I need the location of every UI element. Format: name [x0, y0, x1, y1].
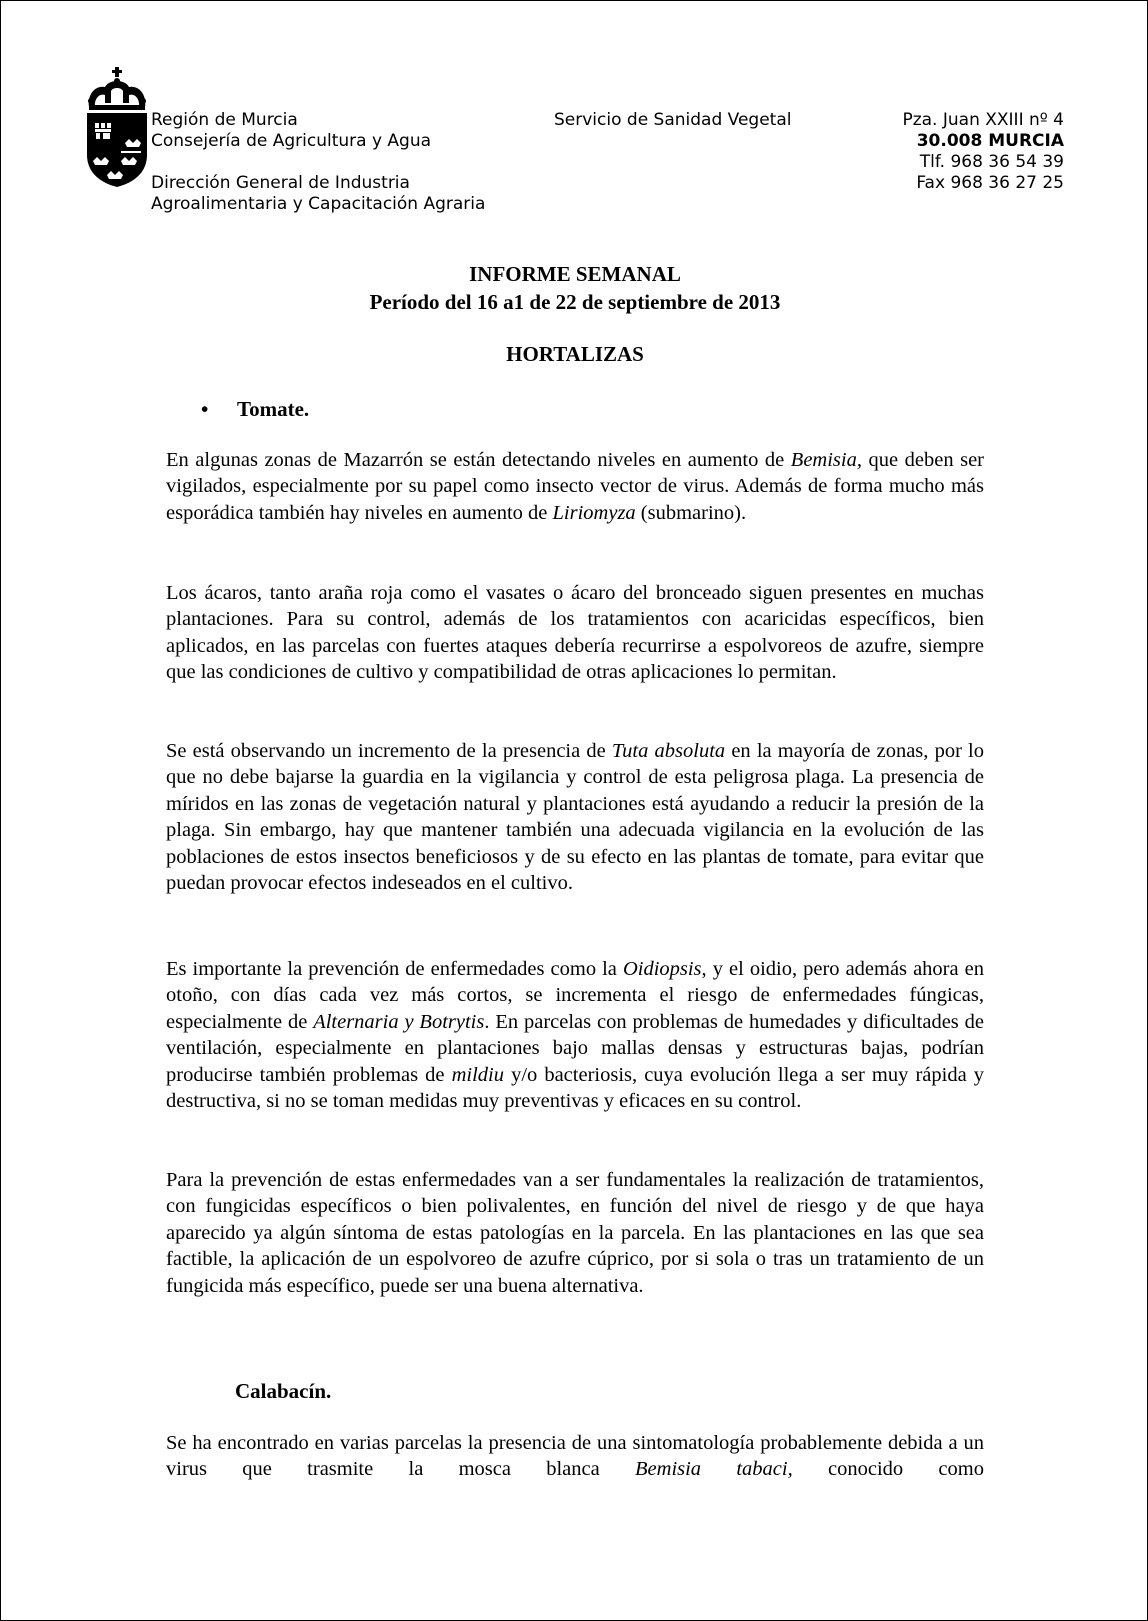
address-street: Pza. Juan XXIII nº 4 [902, 110, 1064, 130]
tomate-heading-label: Tomate. [237, 397, 310, 421]
address-fax: Fax 968 36 27 25 [916, 173, 1064, 193]
italic-term: Tuta absoluta [611, 740, 726, 762]
region-crest-logo [85, 67, 149, 191]
report-title: INFORME SEMANAL [469, 262, 681, 286]
italic-term: Bemisia [790, 449, 857, 471]
text-run: , y el oidio, pero además ahora en otoño, con días cada vez más cortos, se incrementa el riesgo de enfermedades fúngicas, especialmente de [166, 958, 984, 1033]
tomate-heading [201, 397, 309, 421]
tomate-paragraph-1 [166, 447, 984, 526]
italic-term: Bemisia tabaci, [635, 1458, 793, 1481]
tomate-paragraph-5: Para la prevención de estas enfermedades van a ser fundamentales la realización de tratamientos, con fungicidas específicos o bien polivalentes, en función del nivel de riesgo y de que haya aparecido ya algún síntoma de estas patologías en la parcela. En las plantaciones en las que sea factible, la aplicación de un espolvoreo de azufre cúprico, por si sola o tras un tratamiento de un fungicida más específico, puede ser una buena alternativa. [166, 1169, 984, 1297]
report-period: Período del 16 a1 de 22 de septiembre de 2013 [369, 290, 781, 314]
text-run: (submarino). [635, 501, 747, 524]
org-directorate-line1: Dirección General de Industria [151, 173, 410, 193]
address-phone: Tlf. 968 36 54 39 [919, 152, 1064, 172]
text-run: y/o bacteriosis, cuya evolución llega a ser muy rápida y destructiva, si no se toman medidas muy preventivas y eficaces en su control. [166, 1063, 984, 1113]
address-city: 30.008 MURCIA [916, 131, 1064, 151]
text-run: En algunas zonas de Mazarrón se están detectando niveles en aumento de [166, 449, 791, 471]
tomate-paragraph-3 [166, 738, 984, 896]
calabacin-paragraph-1 [166, 1430, 984, 1483]
text-run: . En parcelas con problemas de humedades y dificultades de ventilación, especialmente en plantaciones bajo mallas densas y estructuras bajas, podrían producirse también problemas de [166, 1010, 984, 1086]
text-run: en la mayoría de zonas, por lo que no debe bajarse la guardia en la vigilancia y control de esta peligrosa plaga. La presencia de míridos en las zonas de vegetación natural y plantaciones está ayudando a reducir la presión de la plaga. Sin embargo, hay que mantener también una adecuada vigilancia en la evolución de las poblaciones de estos insectos beneficiosos y de su efecto en las plantas de tomate, para evitar que puedan provocar efectos indeseados en el cultivo. [166, 740, 984, 895]
org-ministry: Consejería de Agricultura y Agua [151, 131, 432, 151]
italic-term: Liriomyza [552, 501, 636, 524]
calabacin-heading: Calabacín. [235, 1379, 332, 1403]
service-name: Servicio de Sanidad Vegetal [554, 110, 792, 130]
text-run: Se está observando un incremento de la presencia de [166, 740, 612, 762]
italic-term: Oidiopsis [622, 958, 702, 980]
text-run: Se ha encontrado en varias parcelas la presencia de una sintomatología probablemente debida a un virus que trasmite la mosca blanca [166, 1432, 984, 1481]
italic-term: mildiu [451, 1063, 504, 1086]
tomate-paragraph-4 [166, 956, 984, 1114]
org-region: Región de Murcia [151, 110, 298, 130]
org-directorate-line2: Agroalimentaria y Capacitación Agraria [151, 194, 486, 214]
bullet-icon: • [201, 397, 209, 421]
text-run: Es importante la prevención de enfermedades como la [166, 958, 623, 980]
organization-block [151, 110, 485, 215]
tomate-paragraph-2: Los ácaros, tanto araña roja como el vasates o ácaro del bronceado siguen presentes en muchas plantaciones. Para su control, además de los tratamientos con acaricidas específicos, bien aplicados, en las parcelas con fuertes ataques debería recurrirse a espolvoreos de azufre, siempre que las condiciones de cultivo y compatibilidad de otras aplicaciones lo permitan. [166, 582, 984, 684]
address-block [902, 110, 1064, 194]
section-title: HORTALIZAS [506, 342, 644, 366]
text-run: conocido como [792, 1458, 984, 1481]
text-run: , que deben ser vigilados, especialmente por su papel como insecto vector de virus. Además de forma mucho más esporádica también hay niveles en aumento de [166, 449, 985, 524]
italic-term: Alternaria y Botrytis [313, 1010, 485, 1033]
report-title-block [1, 260, 1148, 316]
